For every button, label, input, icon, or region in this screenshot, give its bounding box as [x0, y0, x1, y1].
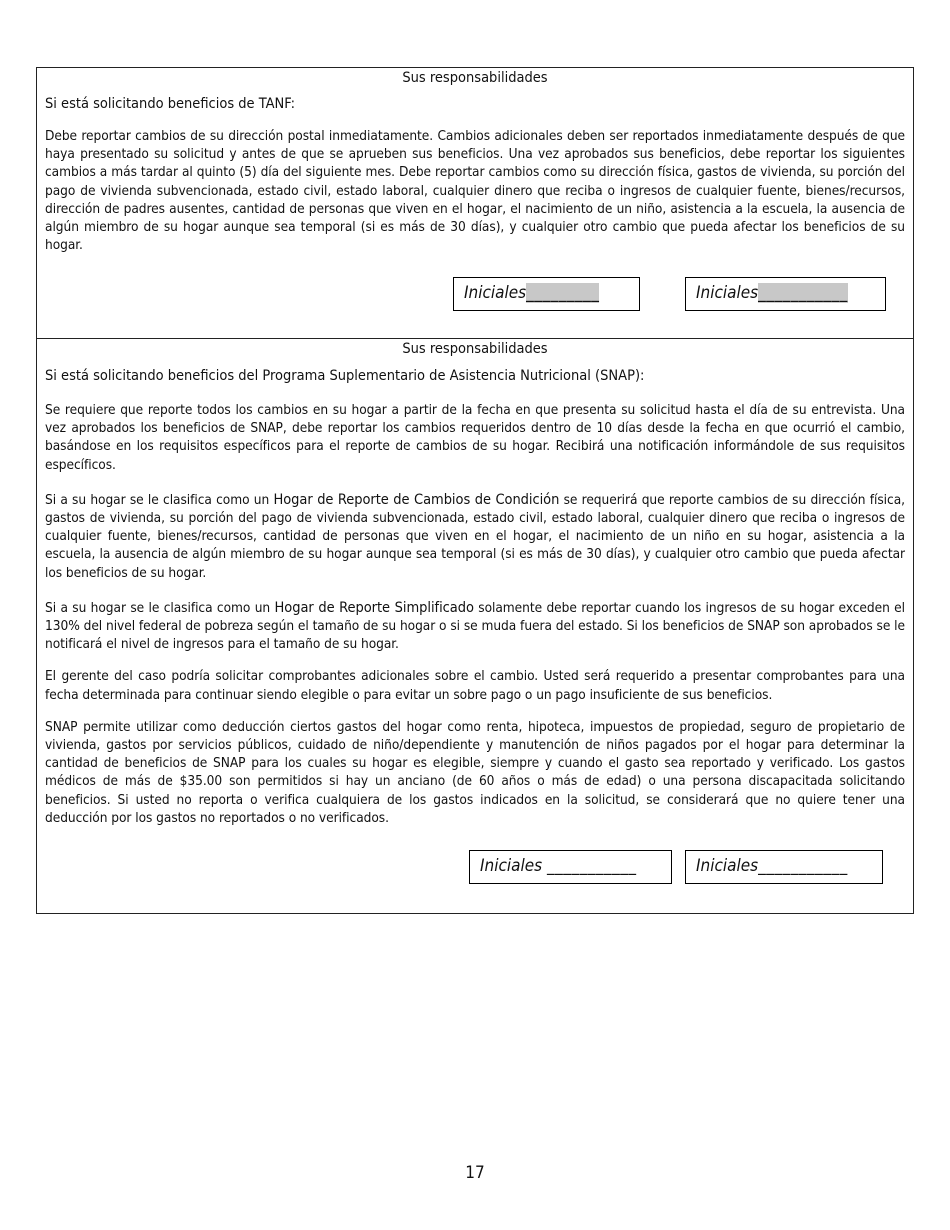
initials-blank: ___________: [758, 283, 848, 303]
p2-pre: Si a su hogar se le clasifica como un: [45, 491, 270, 508]
snap-paragraph-simplified-reporting: [37, 599, 913, 654]
initials-label: Iniciales: [696, 856, 759, 876]
tanf-section-title: Sus responsabilidades: [402, 70, 548, 86]
initials-label: Iniciales: [480, 856, 543, 876]
snap-paragraph-verification: El gerente del caso podría solicitar comprobantes adicionales sobre el cambio. Usted será requerido a presentar comprobantes para una fecha determinada para continuar siendo elegible o para evitar un sobre pago o un pago insuficiente de sus beneficios.: [45, 668, 905, 703]
initials-label: Iniciales: [464, 283, 527, 303]
initials-label: Iniciales: [696, 283, 759, 303]
snap-section: [37, 339, 913, 913]
initials-blank: ___________: [758, 856, 848, 876]
snap-intro: Si está solicitando beneficios del Programa Suplementario de Asistencia Nutricional (SNAP):: [45, 368, 645, 384]
tanf-section: [37, 68, 913, 339]
initials-blank: ___________: [546, 856, 637, 876]
tanf-initials-field-1[interactable]: [453, 277, 640, 311]
p3-post: solamente debe reportar cuando los ingresos de su hogar exceden el 130% del nivel federal de pobreza según el tamaño de su hogar o si se muda fuera del estado. Si los beneficios de SNAP son aprobados se le notificará el nivel de ingresos para el tamaño de su hogar.: [45, 599, 905, 653]
simplified-reporting-household-term: Hogar de Reporte Simplificado: [274, 599, 474, 616]
snap-paragraph-deductions: SNAP permite utilizar como deducción ciertos gastos del hogar como renta, hipoteca, impuestos de propiedad, seguro de propietario de vivienda, gastos por servicios públicos, cuidado de niño/dependiente y manutención de niños pagados por el hogar para determinar la cantidad de beneficios de SNAP para los cuales su hogar es elegible, siempre y cuando el gasto sea reportado y verificado. Los gastos médicos de más de $35.00 son permitidos si hay un anciano (de 60 años o más de edad) o una persona discapacitada solicitando beneficios. Si usted no reporta o verifica cualquiera de los gastos indicados en la solicitud, se considerará que no quiere tener una deducción por los gastos no reportados o no verificados.: [45, 718, 905, 826]
page-number: 17: [465, 1163, 485, 1183]
snap-initials-field-1[interactable]: [469, 850, 672, 884]
tanf-body: Debe reportar cambios de su dirección postal inmediatamente. Cambios adicionales deben ser reportados inmediatamente después de que haya presentado su solicitud y antes de que se aprueben sus beneficios. Una vez aprobados sus beneficios, debe reportar los siguientes cambios a más tardar al quinto (5) día del siguiente mes. Debe reportar cambios como su dirección física, gastos de vivienda, su porción del pago de vivienda subvencionada, estado civil, estado laboral, cualquier dinero que reciba o ingresos de cualquier fuente, bienes/recursos, dirección de padres ausentes, cantidad de personas que viven en el hogar, el nacimiento de un niño, asistencia a la escuela, la ausencia de algún miembro de su hogar aunque sea temporal (si es más de 30 días), y cualquier otro cambio que pueda afectar los beneficios de su hogar.: [45, 128, 905, 254]
p2-post: se requerirá que reporte cambios de su dirección física, gastos de vivienda, su porción del pago de vivienda subvencionada, estado civil, estado laboral, cualquier dinero que reciba o ingresos de cualquier fuente, bienes/recursos, cantidad de personas que viven en el hogar, el nacimiento de un niño en su hogar, asistencia a la escuela, la ausencia de algún miembro de su hogar aunque sea temporal (si es más de 30 días), y cualquier otro cambio que pueda afectar los beneficios de su hogar.: [45, 491, 905, 581]
tanf-initials-field-2[interactable]: [685, 277, 886, 311]
initials-blank: _________: [526, 283, 600, 303]
snap-paragraph-change-reporting: [37, 491, 913, 582]
change-reporting-household-term: Hogar de Reporte de Cambios de Condición: [273, 491, 560, 508]
responsibilities-form: [36, 67, 914, 914]
p3-pre: Si a su hogar se le clasifica como un: [45, 599, 271, 616]
tanf-intro: Si está solicitando beneficios de TANF:: [45, 96, 296, 112]
snap-paragraph-reporting: Se requiere que reporte todos los cambios en su hogar a partir de la fecha en que presenta su solicitud hasta el día de su entrevista. Una vez aprobados los beneficios de SNAP, debe reportar los cambios requeridos dentro de 10 días desde la fecha en que ocurrió el cambio, basándose en los requisitos específicos para el reporte de cambios de su hogar. Recibirá una notificación informándole de sus requisitos específicos.: [45, 402, 905, 473]
snap-initials-field-2[interactable]: [685, 850, 883, 884]
snap-section-title: Sus responsabilidades: [402, 341, 548, 357]
